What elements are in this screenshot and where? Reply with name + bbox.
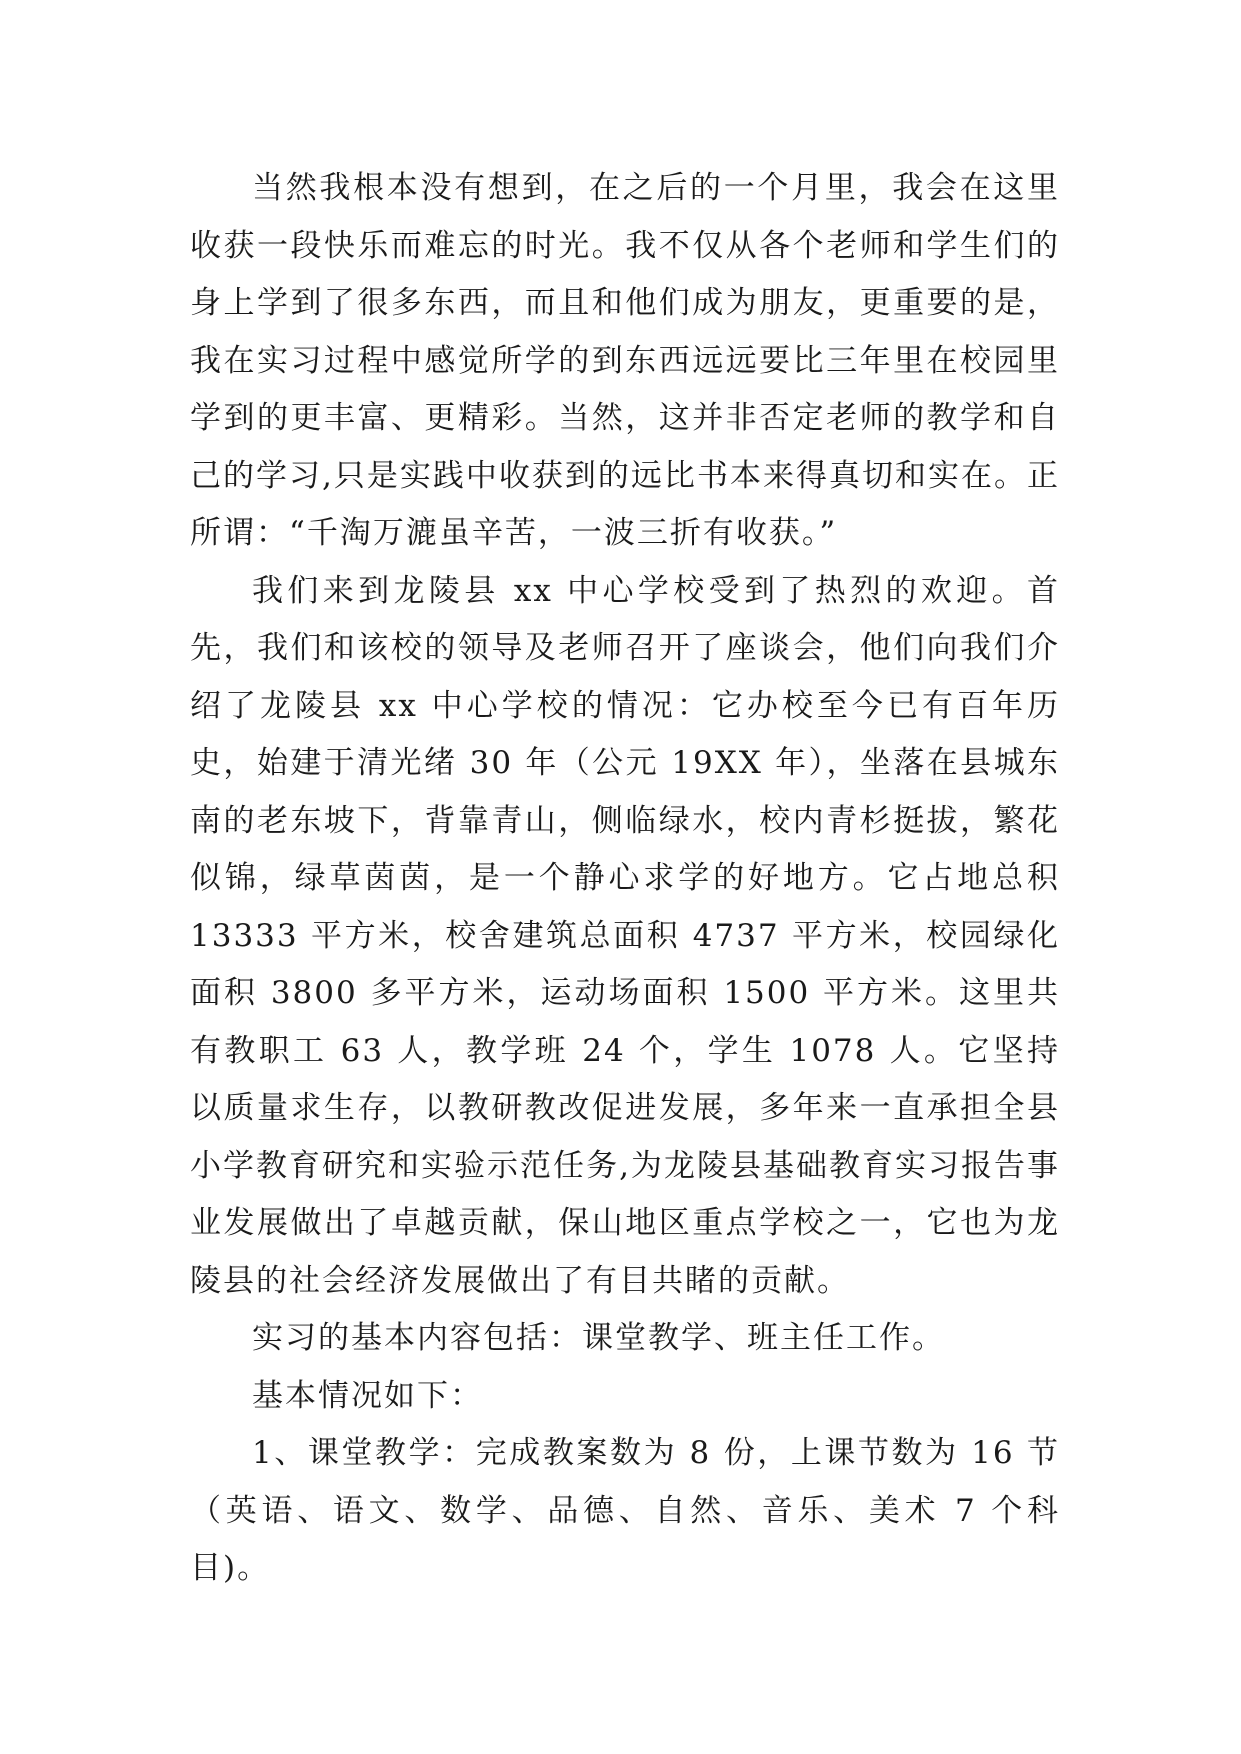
paragraph-internship-content: 实习的基本内容包括：课堂教学、班主任工作。 xyxy=(252,1320,945,1356)
paragraph-classroom-teaching: 1、课堂教学：完成教案数为 8 份，上课节数为 16 节（英语、语文、数学、品德、自然、音乐、美术 7 个科目)。 xyxy=(190,1435,1060,1586)
paragraph-school-introduction: 我们来到龙陵县 xx 中心学校受到了热烈的欢迎。首先，我们和该校的领导及老师召开了座谈会，他们向我们介绍了龙陵县 xx 中心学校的情况：它办校至今已有百年历史，始建于清光绪 30 年（公元 19XX 年），坐落在县城东南的老东坡下，背靠青山，侧临绿水，校内青杉挺拔，繁花似锦，绿草茵茵，是一个静心求学的好地方。它占地总积 13333 平方米，校舍建筑总面积 4737 平方米，校园绿化面积 3800 多平方米，运动场面积 1500 平方米。这里共有教职工 63 人，教学班 24 个，学生 1078 人。它坚持以质量求生存，以教研教改促进发展，多年来一直承担全县小学教育研究和实验示范任务,为龙陵县基础教育实习报告事业发展做出了卓越贡献，保山地区重点学校之一，它也为龙陵县的社会经济发展做出了有目共睹的贡献。 xyxy=(190,572,1060,1299)
document-body xyxy=(190,160,1060,1598)
paragraph-internship-reflection: 当然我根本没有想到，在之后的一个月里，我会在这里收获一段快乐而难忘的时光。我不仅从各个老师和学生们的身上学到了很多东西，而且和他们成为朋友，更重要的是，我在实习过程中感觉所学的到东西远远要比三年里在校园里学到的更丰富、更精彩。当然，这并非否定老师的教学和自己的学习,只是实践中收获到的远比书本来得真切和实在。正所谓：“千淘万漉虽辛苦，一波三折有收获。” xyxy=(190,170,1060,551)
paragraph-basic-situation: 基本情况如下： xyxy=(252,1377,483,1414)
